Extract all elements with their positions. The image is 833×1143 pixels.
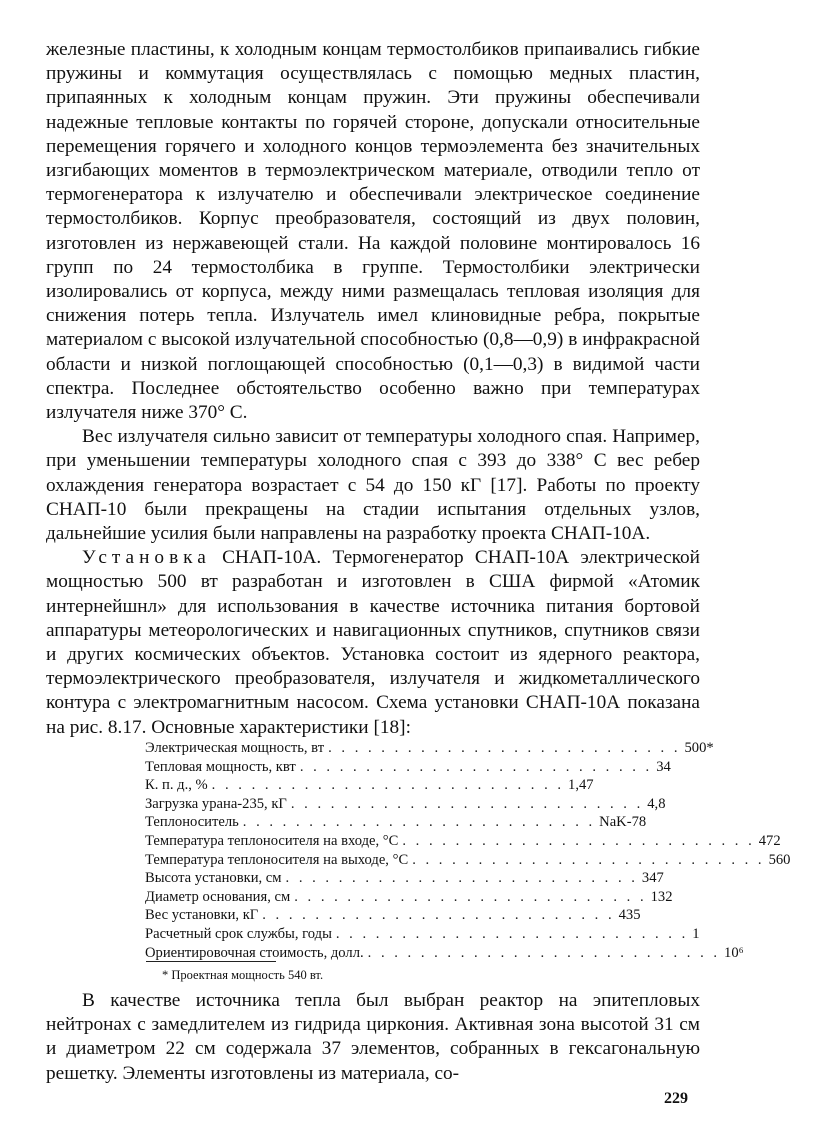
spec-leader-dots: . . . . . . . . . . . . . . . . . . . . . . . . . . . <box>262 907 615 924</box>
spec-row <box>145 888 673 907</box>
spec-row <box>145 906 641 925</box>
spec-label: Тепловая мощность, квт <box>145 758 296 775</box>
spec-label: Температура теплоносителя на входе, °С <box>145 832 399 849</box>
spec-row <box>145 869 664 888</box>
body-text-top <box>46 38 700 740</box>
spec-leader-dots: . . . . . . . . . . . . . . . . . . . . . . . . . . . <box>294 888 647 905</box>
spec-row <box>145 813 647 832</box>
spec-value: 560 <box>768 851 791 868</box>
footnote: * Проектная мощность 540 вт. <box>162 968 324 982</box>
spec-row <box>145 758 671 777</box>
spec-row <box>145 832 781 851</box>
paragraph-2: Вес излучателя сильно зависит от температуры холодного спая. Например, при уменьшении температуры холодного спая с 393 до 338° С вес ребер охлаждения генератора возрастает с 54 до 150 кГ [17]. Работы по проекту СНАП-10 были прекращены на стадии испытания отдельных узлов, дальнейшие усилия были направлены на разработку проекта СНАП-10А. <box>46 426 700 545</box>
spec-label: К. п. д., % <box>145 777 208 794</box>
spec-label: Расчетный срок службы, годы <box>145 925 332 942</box>
spec-row <box>145 925 700 944</box>
spec-label: Высота установки, см <box>145 870 282 887</box>
page-number: 229 <box>664 1090 688 1107</box>
footnote-divider <box>146 961 276 962</box>
spec-label: Теплоноситель <box>145 814 239 831</box>
spec-value: 10⁶ <box>724 944 744 961</box>
spec-label: Температура теплоносителя на выходе, °С <box>145 851 409 868</box>
spec-value: 1,47 <box>568 777 594 794</box>
spec-leader-dots: . . . . . . . . . . . . . . . . . . . . . . . . . . . <box>367 944 721 961</box>
spec-leader-dots: . . . . . . . . . . . . . . . . . . . . . . . . . . . <box>335 925 689 942</box>
spec-value: NaK-78 <box>599 814 647 831</box>
spec-value: 347 <box>641 870 664 887</box>
spec-row <box>145 776 615 795</box>
paragraph-3-body: СНАП-10А. Термогенератор СНАП-10А электрической мощностью 500 вт разработан и изготовлен в США фирмой «Атомик интернейшнл» для использования в качестве источника питания бортовой аппаратуры метеорологических и навигационных спутников, спутников связи и других космических объектов. Установка состоит из ядерного реактора, термоэлектрического преобразователя, излучателя и жидкометаллического контура с электромагнитным насосом. Схема установки СНАП-10А показана на рис. 8.17. Основные характеристики [18]: <box>46 547 700 738</box>
spec-label: Электрическая мощность, вт <box>145 740 325 756</box>
spec-value: 4,8 <box>647 795 666 812</box>
paragraph-3-lead: Установка <box>82 547 211 569</box>
spec-row <box>145 851 791 870</box>
spec-leader-dots: . . . . . . . . . . . . . . . . . . . . . . . . . . . <box>211 777 565 794</box>
spec-leader-dots: . . . . . . . . . . . . . . . . . . . . . . . . . . . <box>290 795 644 812</box>
spec-leader-dots: . . . . . . . . . . . . . . . . . . . . . . . . . . . <box>328 740 681 756</box>
spec-value: 500* <box>684 740 714 756</box>
spec-leader-dots: . . . . . . . . . . . . . . . . . . . . . . . . . . . <box>412 851 765 868</box>
spec-label: Ориентировочная стоимость, долл. <box>145 944 364 961</box>
spec-value: 1 <box>692 925 700 942</box>
spec-label: Вес установки, кГ <box>145 907 259 924</box>
paragraph-1: железные пластины, к холодным концам термостолбиков припаивались гибкие пружины и коммутация осуществлялась с помощью медных пластин, припаянных к холодным концам пружин. Эти пружины обеспечивали надежные тепловые контакты по горячей стороне, допускали относительные перемещения горячего и холодного концов термоэлемента без значительных изгибающих моментов в термоэлектрическом материале, отводили тепло от термогенератора к излучателю и обеспечивали электрическое соединение термостолбиков. Корпус преобразователя, состоящий из двух половин, изготовлен из нержавеющей стали. На каждой половине монтировалось 16 групп по 24 термостолбика в группе. Термостолбики электрически изолировались от корпуса, между ними размещалась тепловая изоляция для снижения потерь тепла. Излучатель имел клиновидные ребра, покрытые материалом с высокой излучательной способностью (0,8—0,9) в инфракрасной области и низкой поглощающей способностью (0,1—0,3) в видимой части спектра. Последнее обстоятельство особенно важно при температурах излучателя ниже 370° С. <box>46 39 700 424</box>
spec-label: Загрузка урана-235, кГ <box>145 795 287 812</box>
spec-leader-dots: . . . . . . . . . . . . . . . . . . . . . . . . . . . <box>402 832 755 849</box>
spec-row <box>145 944 744 963</box>
spec-value: 34 <box>656 758 671 775</box>
spec-label: Диаметр основания, см <box>145 888 291 905</box>
body-text-bottom <box>46 989 700 1086</box>
spec-row <box>145 795 666 814</box>
spec-value: 435 <box>618 907 641 924</box>
spec-leader-dots: . . . . . . . . . . . . . . . . . . . . . . . . . . . <box>242 814 596 831</box>
paragraph-3 <box>46 546 700 740</box>
spec-leader-dots: . . . . . . . . . . . . . . . . . . . . . . . . . . . <box>285 870 638 887</box>
spec-value: 132 <box>650 888 673 905</box>
spec-row <box>145 739 714 758</box>
paragraph-4: В качестве источника тепла был выбран реактор на эпитепловых нейтронах с замедлителем из гидрида циркония. Активная зона высотой 31 см и диаметром 22 см содержала 37 элементов, собранных в гексагональную решетку. Элементы изготовлены из материала, со- <box>46 990 700 1084</box>
spec-leader-dots: . . . . . . . . . . . . . . . . . . . . . . . . . . . <box>299 758 653 775</box>
spec-value: 472 <box>758 832 781 849</box>
specifications-list <box>145 739 791 962</box>
